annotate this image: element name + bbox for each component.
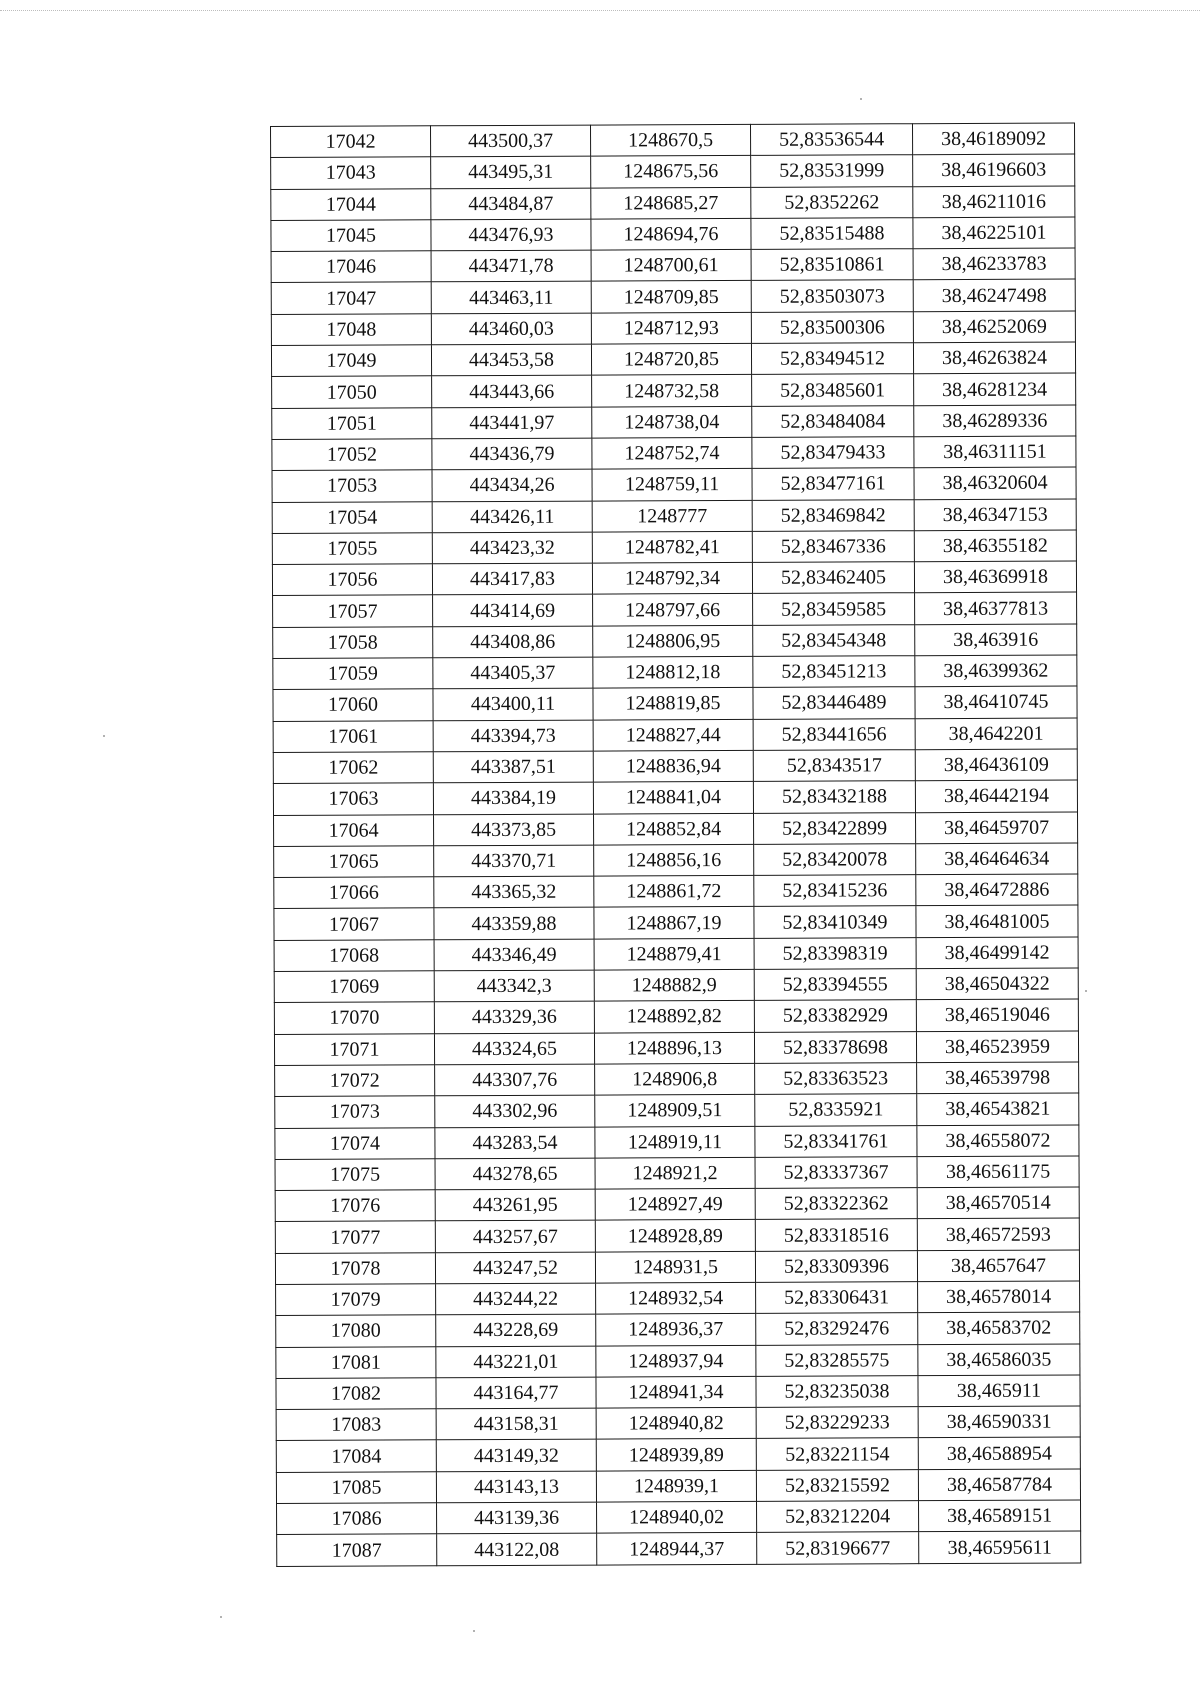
y-coordinate-cell: 1248940,02 xyxy=(597,1501,757,1533)
point-number-cell: 17064 xyxy=(274,814,434,846)
x-coordinate-cell: 443394,73 xyxy=(433,720,593,752)
latitude-cell: 52,83422899 xyxy=(754,812,916,844)
point-number-cell: 17076 xyxy=(275,1190,435,1222)
table-row xyxy=(271,217,1075,252)
x-coordinate-cell: 443221,01 xyxy=(436,1346,596,1378)
x-coordinate-cell: 443164,77 xyxy=(436,1377,596,1409)
x-coordinate-cell: 443302,96 xyxy=(435,1095,595,1127)
table-row xyxy=(272,467,1076,502)
x-coordinate-cell: 443359,88 xyxy=(434,908,594,940)
longitude-cell: 38,46355182 xyxy=(914,530,1076,562)
y-coordinate-cell: 1248738,04 xyxy=(592,406,752,438)
y-coordinate-cell: 1248892,82 xyxy=(594,1001,754,1033)
longitude-cell: 38,46558072 xyxy=(917,1124,1079,1156)
x-coordinate-cell: 443460,03 xyxy=(431,313,591,345)
y-coordinate-cell: 1248752,74 xyxy=(592,437,752,469)
x-coordinate-cell: 443346,49 xyxy=(434,939,594,971)
table-row xyxy=(273,780,1077,815)
point-number-cell: 17044 xyxy=(271,188,431,220)
longitude-cell: 38,46481005 xyxy=(916,905,1078,937)
y-coordinate-cell: 1248937,94 xyxy=(596,1345,756,1377)
point-number-cell: 17083 xyxy=(276,1409,436,1441)
point-number-cell: 17046 xyxy=(271,251,431,283)
point-number-cell: 17062 xyxy=(273,752,433,784)
longitude-cell: 38,46504322 xyxy=(916,968,1078,1000)
y-coordinate-cell: 1248685,27 xyxy=(591,187,751,219)
x-coordinate-cell: 443278,65 xyxy=(435,1158,595,1190)
longitude-cell: 38,46247498 xyxy=(913,279,1075,311)
x-coordinate-cell: 443471,78 xyxy=(431,250,591,282)
longitude-cell: 38,46459707 xyxy=(916,812,1078,844)
x-coordinate-cell: 443329,36 xyxy=(434,1001,594,1033)
y-coordinate-cell: 1248941,34 xyxy=(596,1376,756,1408)
latitude-cell: 52,83309396 xyxy=(755,1250,917,1282)
table-row xyxy=(271,342,1075,377)
y-coordinate-cell: 1248720,85 xyxy=(591,343,751,375)
latitude-cell: 52,83398319 xyxy=(754,937,916,969)
y-coordinate-cell: 1248806,95 xyxy=(593,625,753,657)
x-coordinate-cell: 443436,79 xyxy=(432,438,592,470)
longitude-cell: 38,46583702 xyxy=(918,1312,1080,1344)
y-coordinate-cell: 1248797,66 xyxy=(593,594,753,626)
x-coordinate-cell: 443414,69 xyxy=(433,595,593,627)
point-number-cell: 17042 xyxy=(271,126,431,158)
longitude-cell: 38,46442194 xyxy=(915,780,1077,812)
latitude-cell: 52,83531999 xyxy=(751,155,913,187)
point-number-cell: 17072 xyxy=(275,1065,435,1097)
table-row xyxy=(273,655,1077,690)
x-coordinate-cell: 443283,54 xyxy=(435,1127,595,1159)
latitude-cell: 52,83462405 xyxy=(752,562,914,594)
longitude-cell: 38,46211016 xyxy=(913,186,1075,218)
point-number-cell: 17070 xyxy=(274,1002,434,1034)
point-number-cell: 17050 xyxy=(272,376,432,408)
longitude-cell: 38,4642201 xyxy=(915,718,1077,750)
y-coordinate-cell: 1248921,2 xyxy=(595,1157,755,1189)
longitude-cell: 38,46436109 xyxy=(915,749,1077,781)
longitude-cell: 38,46233783 xyxy=(913,248,1075,280)
point-number-cell: 17056 xyxy=(272,564,432,596)
x-coordinate-cell: 443400,11 xyxy=(433,688,593,720)
longitude-cell: 38,46263824 xyxy=(913,342,1075,374)
longitude-cell: 38,46587784 xyxy=(918,1469,1080,1501)
y-coordinate-cell: 1248861,72 xyxy=(594,876,754,908)
point-number-cell: 17061 xyxy=(273,720,433,752)
table-row xyxy=(274,1031,1078,1066)
latitude-cell: 52,83285575 xyxy=(756,1344,918,1376)
x-coordinate-cell: 443384,19 xyxy=(433,782,593,814)
point-number-cell: 17049 xyxy=(271,345,431,377)
point-number-cell: 17068 xyxy=(274,940,434,972)
table-row xyxy=(272,561,1076,596)
y-coordinate-cell: 1248882,9 xyxy=(594,969,754,1001)
latitude-cell: 52,83484084 xyxy=(752,405,914,437)
latitude-cell: 52,83378698 xyxy=(754,1031,916,1063)
longitude-cell: 38,46225101 xyxy=(913,217,1075,249)
point-number-cell: 17057 xyxy=(273,595,433,627)
latitude-cell: 52,8343517 xyxy=(753,750,915,782)
table-row xyxy=(276,1312,1080,1347)
y-coordinate-cell: 1248759,11 xyxy=(592,469,752,501)
y-coordinate-cell: 1248819,85 xyxy=(593,688,753,720)
latitude-cell: 52,8335921 xyxy=(755,1094,917,1126)
y-coordinate-cell: 1248936,37 xyxy=(596,1314,756,1346)
table-row xyxy=(273,686,1077,721)
longitude-cell: 38,46189092 xyxy=(912,123,1074,155)
y-coordinate-cell: 1248909,51 xyxy=(595,1095,755,1127)
point-number-cell: 17087 xyxy=(277,1534,437,1566)
x-coordinate-cell: 443342,3 xyxy=(434,970,594,1002)
x-coordinate-cell: 443500,37 xyxy=(431,125,591,157)
y-coordinate-cell: 1248879,41 xyxy=(594,938,754,970)
point-number-cell: 17043 xyxy=(271,157,431,189)
point-number-cell: 17073 xyxy=(275,1096,435,1128)
x-coordinate-cell: 443324,65 xyxy=(434,1033,594,1065)
longitude-cell: 38,46588954 xyxy=(918,1437,1080,1469)
x-coordinate-cell: 443228,69 xyxy=(436,1314,596,1346)
latitude-cell: 52,83441656 xyxy=(753,718,915,750)
x-coordinate-cell: 443441,97 xyxy=(432,407,592,439)
latitude-cell: 52,83503073 xyxy=(751,280,913,312)
table-row xyxy=(273,592,1077,627)
latitude-cell: 52,83454348 xyxy=(753,624,915,656)
y-coordinate-cell: 1248919,11 xyxy=(595,1126,755,1158)
point-number-cell: 17081 xyxy=(276,1346,436,1378)
x-coordinate-cell: 443370,71 xyxy=(434,845,594,877)
latitude-cell: 52,83337367 xyxy=(755,1156,917,1188)
point-number-cell: 17067 xyxy=(274,908,434,940)
y-coordinate-cell: 1248700,61 xyxy=(591,250,751,282)
table-row xyxy=(276,1344,1080,1379)
y-coordinate-cell: 1248709,85 xyxy=(591,281,751,313)
table-row xyxy=(272,373,1076,408)
latitude-cell: 52,83363523 xyxy=(755,1063,917,1095)
longitude-cell: 38,46578014 xyxy=(918,1281,1080,1313)
x-coordinate-cell: 443139,36 xyxy=(437,1502,597,1534)
x-coordinate-cell: 443143,13 xyxy=(436,1471,596,1503)
point-number-cell: 17075 xyxy=(275,1159,435,1191)
longitude-cell: 38,465911 xyxy=(918,1375,1080,1407)
point-number-cell: 17077 xyxy=(275,1221,435,1253)
longitude-cell: 38,46196603 xyxy=(913,154,1075,186)
y-coordinate-cell: 1248927,49 xyxy=(595,1188,755,1220)
x-coordinate-cell: 443373,85 xyxy=(434,814,594,846)
coordinates-table xyxy=(270,122,1081,1566)
latitude-cell: 52,83215592 xyxy=(756,1469,918,1501)
table-row xyxy=(277,1500,1081,1535)
latitude-cell: 52,83515488 xyxy=(751,218,913,250)
point-number-cell: 17066 xyxy=(274,877,434,909)
table-row xyxy=(275,1156,1079,1191)
latitude-cell: 52,83420078 xyxy=(754,844,916,876)
point-number-cell: 17047 xyxy=(271,282,431,314)
y-coordinate-cell: 1248836,94 xyxy=(593,750,753,782)
longitude-cell: 38,46572593 xyxy=(917,1218,1079,1250)
latitude-cell: 52,83229233 xyxy=(756,1407,918,1439)
latitude-cell: 52,83451213 xyxy=(753,656,915,688)
x-coordinate-cell: 443463,11 xyxy=(431,282,591,314)
table-row xyxy=(274,905,1078,940)
point-number-cell: 17060 xyxy=(273,689,433,721)
y-coordinate-cell: 1248782,41 xyxy=(592,531,752,563)
y-coordinate-cell: 1248732,58 xyxy=(592,375,752,407)
point-number-cell: 17054 xyxy=(272,501,432,533)
table-row xyxy=(275,1218,1079,1253)
scan-speck xyxy=(1085,990,1087,992)
latitude-cell: 52,83536544 xyxy=(750,124,912,156)
table-row xyxy=(274,968,1078,1003)
longitude-cell: 38,46311151 xyxy=(914,436,1076,468)
y-coordinate-cell: 1248841,04 xyxy=(593,782,753,814)
x-coordinate-cell: 443408,86 xyxy=(433,626,593,658)
x-coordinate-cell: 443443,66 xyxy=(432,375,592,407)
latitude-cell: 52,83306431 xyxy=(756,1282,918,1314)
longitude-cell: 38,46570514 xyxy=(917,1187,1079,1219)
longitude-cell: 38,46590331 xyxy=(918,1406,1080,1438)
longitude-cell: 38,46519046 xyxy=(916,999,1078,1031)
latitude-cell: 52,83318516 xyxy=(755,1219,917,1251)
table-row xyxy=(274,843,1078,878)
point-number-cell: 17082 xyxy=(276,1378,436,1410)
longitude-cell: 38,46347153 xyxy=(914,499,1076,531)
point-number-cell: 17084 xyxy=(276,1440,436,1472)
latitude-cell: 52,83196677 xyxy=(757,1532,919,1564)
table-row xyxy=(277,1531,1081,1566)
point-number-cell: 17078 xyxy=(275,1252,435,1284)
y-coordinate-cell: 1248939,1 xyxy=(596,1470,756,1502)
y-coordinate-cell: 1248928,89 xyxy=(595,1220,755,1252)
longitude-cell: 38,46369918 xyxy=(914,561,1076,593)
x-coordinate-cell: 443405,37 xyxy=(433,657,593,689)
x-coordinate-cell: 443476,93 xyxy=(431,219,591,251)
latitude-cell: 52,83341761 xyxy=(755,1125,917,1157)
scan-speck xyxy=(473,1630,475,1632)
x-coordinate-cell: 443495,31 xyxy=(431,156,591,188)
point-number-cell: 17063 xyxy=(273,783,433,815)
longitude-cell: 38,46281234 xyxy=(914,373,1076,405)
table-row xyxy=(275,1124,1079,1159)
latitude-cell: 52,83467336 xyxy=(752,531,914,563)
point-number-cell: 17055 xyxy=(272,533,432,565)
longitude-cell: 38,46589151 xyxy=(919,1500,1081,1532)
point-number-cell: 17059 xyxy=(273,658,433,690)
table-row xyxy=(275,1187,1079,1222)
table-row xyxy=(274,874,1078,909)
point-number-cell: 17074 xyxy=(275,1127,435,1159)
table-row xyxy=(271,311,1075,346)
y-coordinate-cell: 1248944,37 xyxy=(597,1533,757,1565)
table-row xyxy=(276,1375,1080,1410)
point-number-cell: 17065 xyxy=(274,846,434,878)
longitude-cell: 38,46472886 xyxy=(916,874,1078,906)
point-number-cell: 17053 xyxy=(272,470,432,502)
latitude-cell: 52,83459585 xyxy=(753,593,915,625)
longitude-cell: 38,46320604 xyxy=(914,467,1076,499)
table-row xyxy=(271,279,1075,314)
y-coordinate-cell: 1248940,82 xyxy=(596,1408,756,1440)
table-row xyxy=(274,937,1078,972)
latitude-cell: 52,83446489 xyxy=(753,687,915,719)
x-coordinate-cell: 443426,11 xyxy=(432,501,592,533)
table-row xyxy=(274,999,1078,1034)
y-coordinate-cell: 1248670,5 xyxy=(590,124,750,156)
latitude-cell: 52,83394555 xyxy=(754,969,916,1001)
longitude-cell: 38,46561175 xyxy=(917,1156,1079,1188)
table-row xyxy=(273,624,1077,659)
point-number-cell: 17086 xyxy=(277,1503,437,1535)
x-coordinate-cell: 443417,83 xyxy=(432,563,592,595)
table-row xyxy=(272,436,1076,471)
y-coordinate-cell: 1248906,8 xyxy=(595,1063,755,1095)
y-coordinate-cell: 1248931,5 xyxy=(595,1251,755,1283)
table-row xyxy=(271,248,1075,283)
scan-speck xyxy=(860,98,862,100)
longitude-cell: 38,46464634 xyxy=(916,843,1078,875)
coordinates-table-body xyxy=(271,123,1081,1566)
longitude-cell: 38,46595611 xyxy=(919,1531,1081,1563)
longitude-cell: 38,46377813 xyxy=(915,592,1077,624)
point-number-cell: 17079 xyxy=(276,1284,436,1316)
x-coordinate-cell: 443158,31 xyxy=(436,1408,596,1440)
y-coordinate-cell: 1248939,89 xyxy=(596,1439,756,1471)
longitude-cell: 38,46539798 xyxy=(917,1062,1079,1094)
latitude-cell: 52,83469842 xyxy=(752,499,914,531)
x-coordinate-cell: 443453,58 xyxy=(431,344,591,376)
latitude-cell: 52,83382929 xyxy=(754,1000,916,1032)
longitude-cell: 38,46586035 xyxy=(918,1344,1080,1376)
scan-speck xyxy=(103,735,105,737)
y-coordinate-cell: 1248792,34 xyxy=(592,563,752,595)
x-coordinate-cell: 443423,32 xyxy=(432,532,592,564)
y-coordinate-cell: 1248694,76 xyxy=(591,218,751,250)
point-number-cell: 17045 xyxy=(271,220,431,252)
longitude-cell: 38,46252069 xyxy=(913,311,1075,343)
latitude-cell: 52,83322362 xyxy=(755,1188,917,1220)
x-coordinate-cell: 443122,08 xyxy=(437,1533,597,1565)
table-row xyxy=(273,718,1077,753)
latitude-cell: 52,83485601 xyxy=(752,374,914,406)
table-row xyxy=(272,530,1076,565)
longitude-cell: 38,463916 xyxy=(915,624,1077,656)
table-row xyxy=(271,123,1075,158)
longitude-cell: 38,46399362 xyxy=(915,655,1077,687)
y-coordinate-cell: 1248675,56 xyxy=(591,156,751,188)
table-row xyxy=(276,1437,1080,1472)
table-row xyxy=(271,186,1075,221)
point-number-cell: 17048 xyxy=(271,314,431,346)
point-number-cell: 17058 xyxy=(273,627,433,659)
x-coordinate-cell: 443149,32 xyxy=(436,1440,596,1472)
table-row xyxy=(276,1469,1080,1504)
scan-speck xyxy=(220,1616,222,1618)
scan-edge-line xyxy=(0,10,1200,11)
x-coordinate-cell: 443387,51 xyxy=(433,751,593,783)
point-number-cell: 17051 xyxy=(272,407,432,439)
x-coordinate-cell: 443434,26 xyxy=(432,469,592,501)
point-number-cell: 17069 xyxy=(274,971,434,1003)
table-row xyxy=(273,749,1077,784)
point-number-cell: 17052 xyxy=(272,439,432,471)
y-coordinate-cell: 1248856,16 xyxy=(594,844,754,876)
table-row xyxy=(275,1093,1079,1128)
latitude-cell: 52,83494512 xyxy=(751,343,913,375)
y-coordinate-cell: 1248827,44 xyxy=(593,719,753,751)
point-number-cell: 17085 xyxy=(276,1472,436,1504)
longitude-cell: 38,46410745 xyxy=(915,686,1077,718)
y-coordinate-cell: 1248812,18 xyxy=(593,656,753,688)
longitude-cell: 38,46499142 xyxy=(916,937,1078,969)
longitude-cell: 38,46543821 xyxy=(917,1093,1079,1125)
latitude-cell: 52,83432188 xyxy=(753,781,915,813)
y-coordinate-cell: 1248896,13 xyxy=(594,1032,754,1064)
x-coordinate-cell: 443484,87 xyxy=(431,188,591,220)
table-row xyxy=(272,499,1076,534)
longitude-cell: 38,46523959 xyxy=(916,1031,1078,1063)
x-coordinate-cell: 443257,67 xyxy=(435,1220,595,1252)
latitude-cell: 52,8352262 xyxy=(751,186,913,218)
x-coordinate-cell: 443365,32 xyxy=(434,876,594,908)
point-number-cell: 17071 xyxy=(274,1033,434,1065)
latitude-cell: 52,83415236 xyxy=(754,875,916,907)
table-row xyxy=(276,1281,1080,1316)
x-coordinate-cell: 443307,76 xyxy=(435,1064,595,1096)
latitude-cell: 52,83410349 xyxy=(754,906,916,938)
latitude-cell: 52,83500306 xyxy=(751,311,913,343)
longitude-cell: 38,4657647 xyxy=(917,1250,1079,1282)
x-coordinate-cell: 443247,52 xyxy=(435,1252,595,1284)
y-coordinate-cell: 1248712,93 xyxy=(591,312,751,344)
table-row xyxy=(276,1406,1080,1441)
table-row xyxy=(275,1250,1079,1285)
table-row xyxy=(272,405,1076,440)
latitude-cell: 52,83510861 xyxy=(751,249,913,281)
table-row xyxy=(271,154,1075,189)
longitude-cell: 38,46289336 xyxy=(914,405,1076,437)
table-row xyxy=(274,812,1078,847)
x-coordinate-cell: 443261,95 xyxy=(435,1189,595,1221)
table-row xyxy=(275,1062,1079,1097)
y-coordinate-cell: 1248777 xyxy=(592,500,752,532)
latitude-cell: 52,83479433 xyxy=(752,437,914,469)
latitude-cell: 52,83235038 xyxy=(756,1376,918,1408)
y-coordinate-cell: 1248932,54 xyxy=(596,1282,756,1314)
point-number-cell: 17080 xyxy=(276,1315,436,1347)
y-coordinate-cell: 1248867,19 xyxy=(594,907,754,939)
y-coordinate-cell: 1248852,84 xyxy=(594,813,754,845)
latitude-cell: 52,83221154 xyxy=(756,1438,918,1470)
latitude-cell: 52,83212204 xyxy=(757,1501,919,1533)
latitude-cell: 52,83292476 xyxy=(756,1313,918,1345)
x-coordinate-cell: 443244,22 xyxy=(436,1283,596,1315)
latitude-cell: 52,83477161 xyxy=(752,468,914,500)
